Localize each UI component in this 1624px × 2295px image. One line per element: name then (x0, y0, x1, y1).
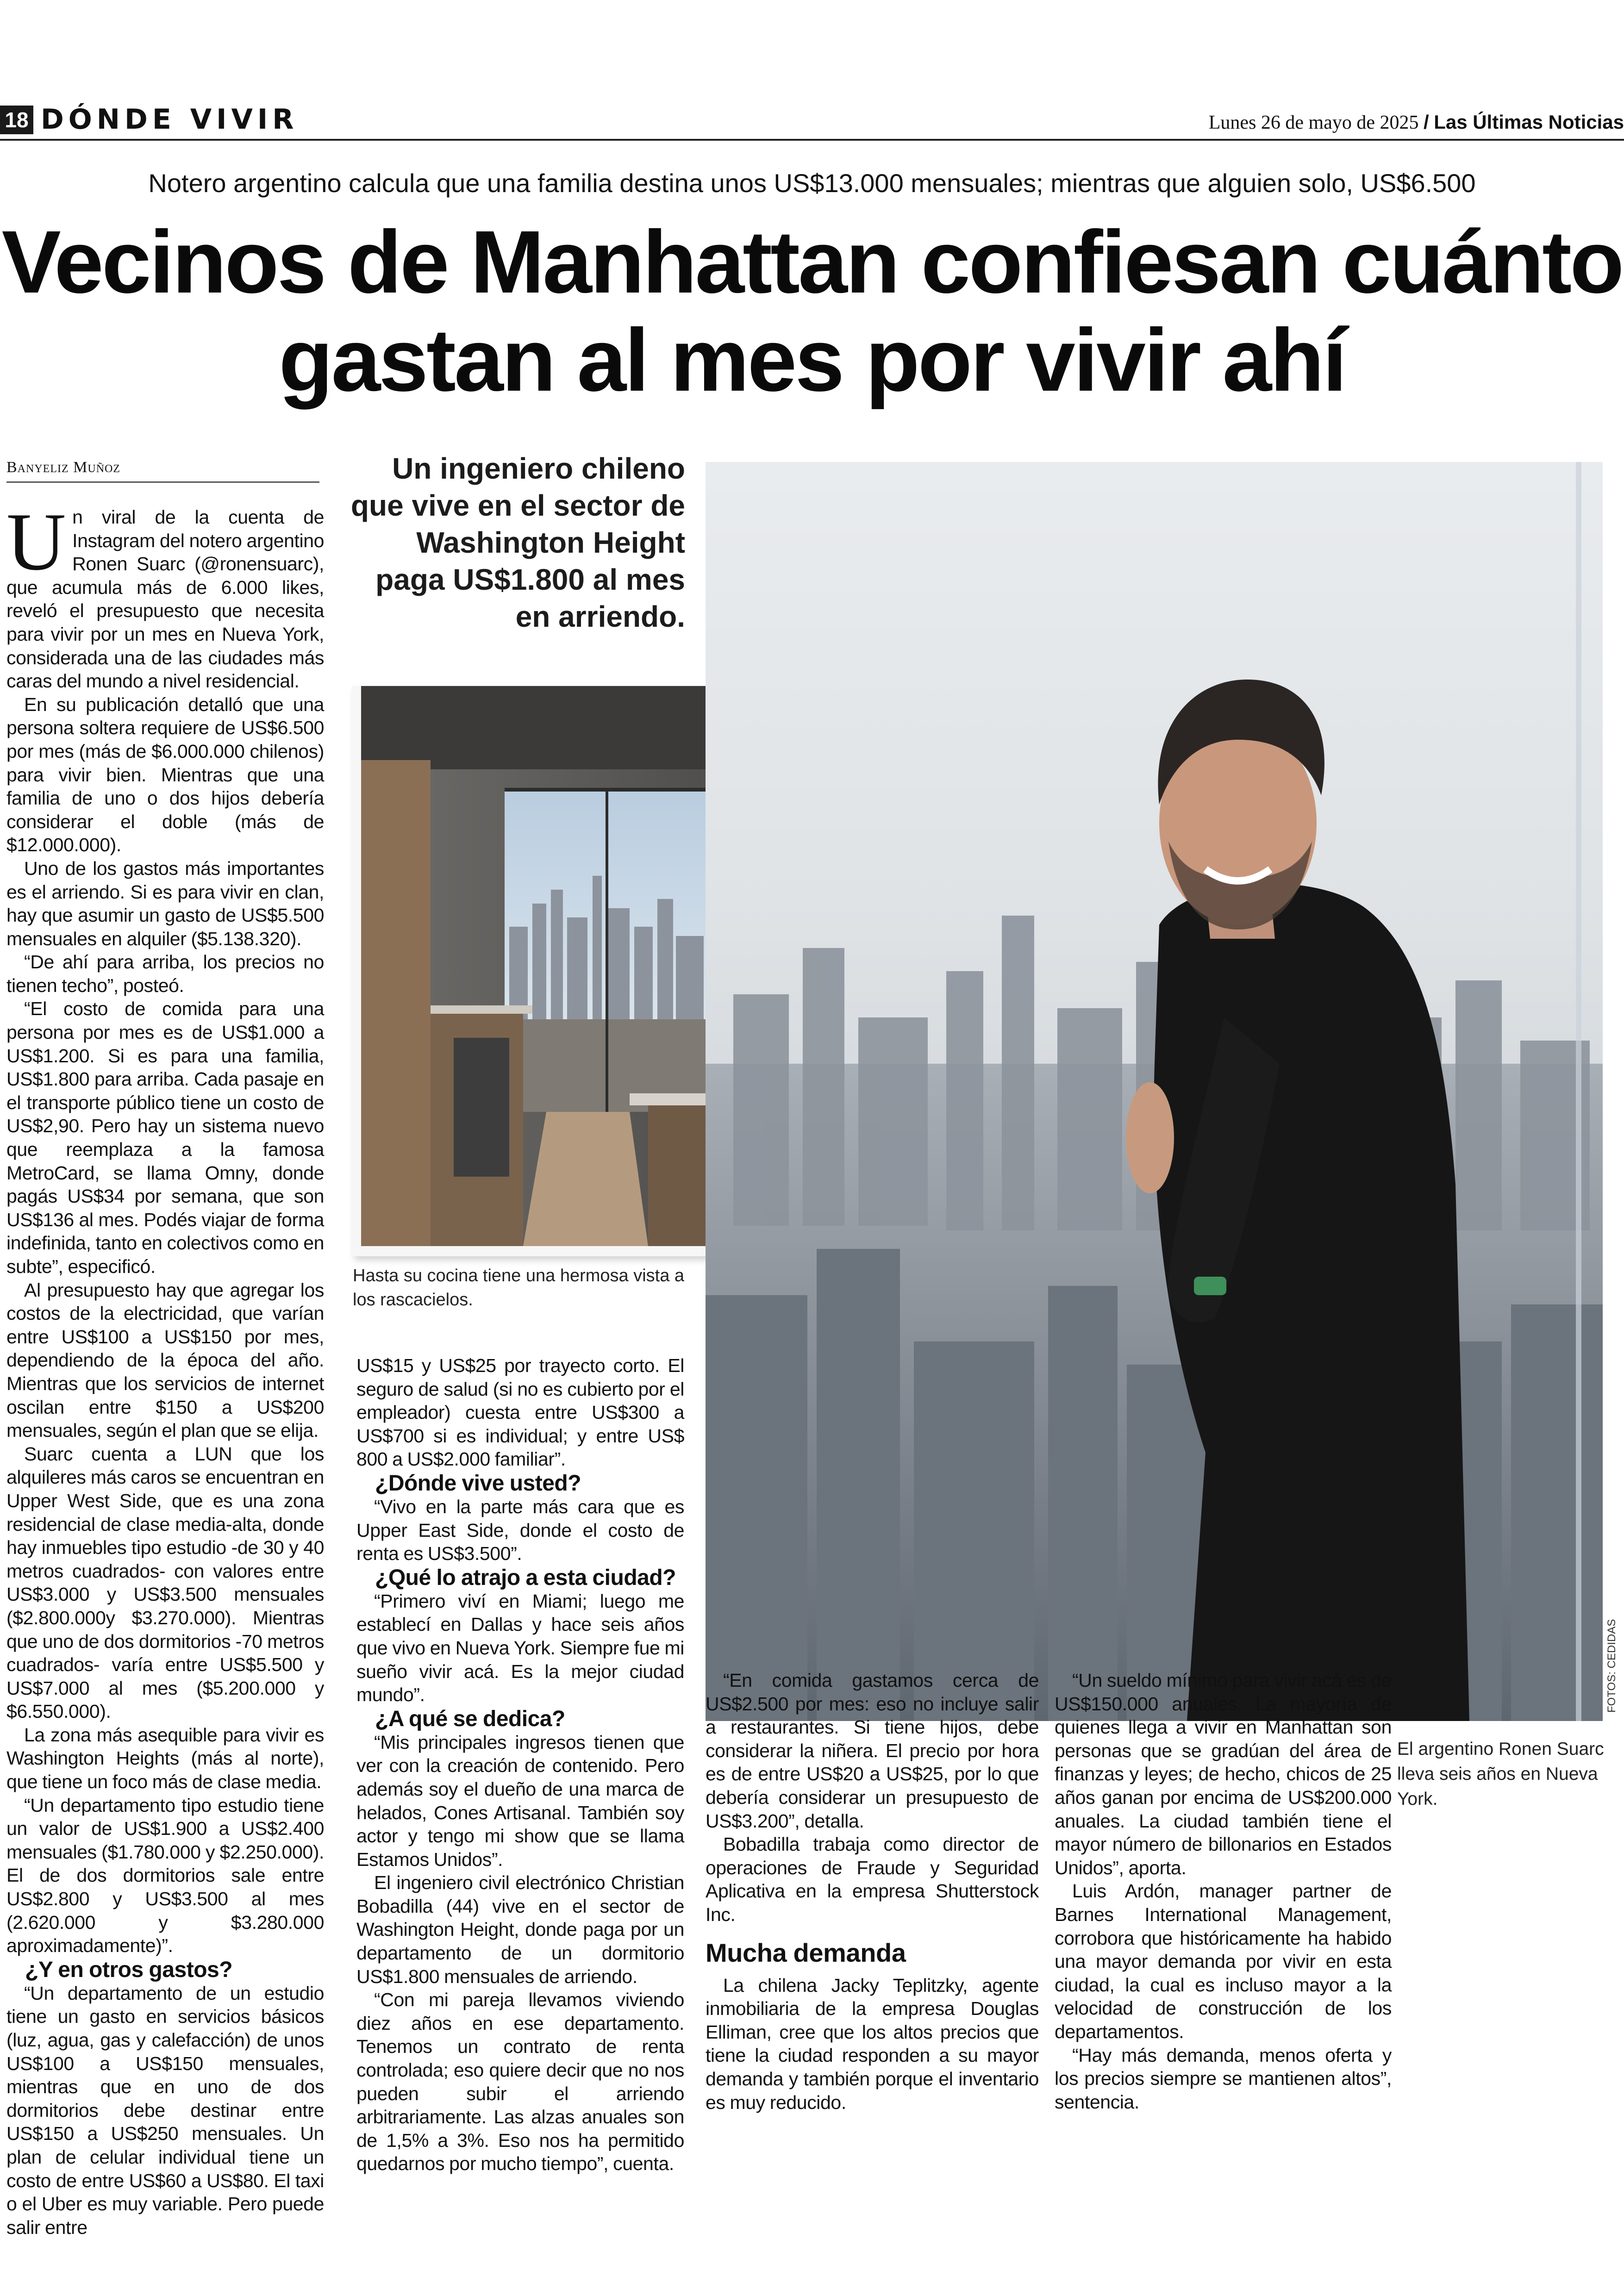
paragraph: “Vivo en la parte más cara que es Upper East Side, donde el costo de renta es US$3.500”. (356, 1496, 684, 1565)
paragraph: Suarc cuenta a LUN que los alquileres más caros se encuentran en Upper West Side, que es una zona residencial de clase media-alta, donde hay inmuebles tipo estudio -de 30 y 40 metros cuadrados- con valores entre US$3.000 y US$3.500 mensuales ($2.800.000y $3.270.000). Mientras que uno de dos dormitorios -70 metros cuadrados- varía entre US$5.500 y US$7.000 al mes ($5.200.000 y $6.550.000). (6, 1443, 324, 1722)
paragraph: “Un sueldo mínimo para vivir acá es de US$150.000 anuales. La mayoría de quienes llega a vivir en Manhattan son personas que se gradúan del área de finanzas y leyes; de hecho, chicos de 25 años ganan por encima de US$200.000 anuales. La ciudad también tiene el mayor número de billonarios en Estados Unidos”, aporta. (1055, 1670, 1392, 1878)
drop-cap: U (6, 496, 66, 587)
paragraph: Al presupuesto hay que agregar los costos de la electricidad, que varían entre US$100 a US$150 por mes, dependiendo de la época del año. Mientras que los servicios de internet oscilan entre $150 a US$200 mensuales, según el plan que se elija. (6, 1279, 324, 1441)
paragraph: “Con mi pareja llevamos viviendo diez años en ese departamento. Tenemos un contrato de renta controlada; eso quiere decir que no nos pueden subir el arriendo arbitrariamente. Las alzas anuales son de 1,5% a 3%. Eso nos ha permitido quedarnos por mucho tiempo”, cuenta. (356, 1989, 684, 2175)
paragraph: Uno de los gastos más importantes es el arriendo. Si es para vivir en clan, hay que asumir un gasto de US$5.500 mensuales en alquiler ($5.138.320). (6, 857, 324, 949)
paragraph: “Hay más demanda, menos oferta y los precios siempre se mantienen altos”, sentencia. (1055, 2044, 1392, 2113)
pull-quote: Un ingeniero chileno que vive en el sector de Washington Height paga US$1.800 al mes en arriendo. (350, 452, 685, 633)
headline-line-2: gastan al mes por vivir ahí (279, 310, 1345, 410)
section-heading: ¿A qué se dedica? (375, 1706, 565, 1731)
paragraph: “Mis principales ingresos tienen que ver con la creación de contenido. Pero además soy el dueño de una marca de helados, Cones Artisanal. También soy actor y tengo mi show que se llama Estamos Unidos”. (356, 1731, 684, 1870)
subheadline: Notero argentino calcula que una familia destina unos US$13.000 mensuales; mientras que alguien solo, US$6.500 (148, 168, 1476, 198)
paragraph: Luis Ardón, manager partner de Barnes International Management, corrobora que históricamente ha habido una mayor demanda por vivir en esta ciudad, la cual es incluso mayor a la velocidad de construcción de los departamentos. (1055, 1880, 1392, 2042)
paragraph: En su publicación detalló que una persona soltera requiere de US$6.500 por mes (más de $6.000.000 chilenos) para vivir bien. Mientras que una familia de uno o dos hijos debería considerar el doble (más de $12.000.000). (6, 693, 324, 856)
paragraph: “Un departamento tipo estudio tiene un valor de US$1.900 a US$2.400 mensuales ($1.780.000 y $2.250.000). El de dos dormitorios sale entre US$2.800 y US$3.500 al mes (2.620.000 y $3.280.000 aproximadamente)”. (6, 1794, 324, 1957)
section-title: DÓNDE VIVIR (41, 103, 299, 136)
article-column-3 (706, 1669, 1039, 2114)
dateline-separator: / (1424, 111, 1429, 133)
issue-date: Lunes 26 de mayo de 2025 (1208, 112, 1419, 133)
article-column-1 (6, 496, 324, 2239)
paragraph: “Primero viví en Miami; luego me establecí en Dallas y hace seis años que vivo en Nueva York. Siempre fue mi sueño vivir acá. Es la mejor ciudad mundo”. (356, 1590, 684, 1706)
headline-line-1: Vecinos de Manhattan confiesan cuánto (1, 212, 1623, 312)
header-dateline (1209, 110, 1624, 135)
paragraph: El ingeniero civil electrónico Christian Bobadilla (44) vive en el sector de Washington Height, donde paga por un departamento de un dormitorio US$1.800 mensuales de arriendo. (356, 1872, 684, 1987)
article-column-2 (356, 1354, 684, 2176)
paragraph: “En comida gastamos cerca de US$2.500 por mes: eso no incluye salir a restaurantes. Si tiene hijos, debe considerar la niñera. El precio por hora es de entre US$20 a US$25, por lo que debería considerar un presupuesto de US$3.200”, detalla. (706, 1670, 1039, 1832)
paragraph: “Un departamento de un estudio tiene un gasto en servicios básicos (luz, agua, gas y calefacción) de unos US$100 a US$150 mensuales, mientras que en uno de dos dormitorios debe destinar entre US$150 a US$250 mensuales. Un plan de celular individual tiene un costo de entre US$60 a US$80. El taxi o el Uber es muy variable. Pero puede salir entre (6, 1982, 324, 2238)
paragraph: Bobadilla trabaja como director de operaciones de Fraude y Seguridad Aplicativa en la empresa Shutterstock Inc. (706, 1834, 1039, 1925)
section-heading: ¿Dónde vive usted? (375, 1471, 581, 1496)
headline (0, 213, 1624, 409)
main-photo-caption: El argentino Ronen Suarc lleva seis años en Nueva York. (1397, 1739, 1604, 1809)
paragraph: “De ahí para arriba, los precios no tienen techo”, posteó. (6, 951, 324, 996)
paragraph: US$15 y US$25 por trayecto corto. El seguro de salud (si no es cubierto por el empleador) cuesta entre US$300 a US$700 si es individual; y entre US$ 800 a US$2.000 familiar”. (356, 1355, 684, 1470)
kitchen-photo-caption: Hasta su cocina tiene una hermosa vista a los rascacielos. (353, 1266, 685, 1310)
paragraph: “El costo de comida para una persona por mes es de US$1.000 a US$1.200. Si es para una familia, US$1.800 para arriba. Cada pasaje en el transporte público tiene un costo de US$2,90. Pero hay un sistema nuevo que reemplaza a la famosa MetroCard, se llama Omny, donde pagás US$34 por semana, que son US$136 al mes. Podés viajar de forma indefinida, tanto en colectivos como en subte”, especificó. (6, 998, 324, 1277)
section-heading: ¿Qué lo atrajo a esta ciudad? (375, 1565, 676, 1590)
main-photo (706, 462, 1603, 1721)
paragraph: Un viral de la cuenta de Instagram del notero argentino Ronen Suarc (@ronensuarc), que acumula más de 6.000 likes, reveló el presupuesto que necesita para vivir por un mes en Nueva York, considerada una de las ciudades más caras del mundo a nivel residencial. (6, 496, 324, 692)
page-number: 18 (0, 106, 33, 134)
section-heading: ¿Y en otros gastos? (25, 1957, 233, 1982)
section-heading: Mucha demanda (706, 1938, 906, 1967)
article-column-4 (1055, 1669, 1392, 2114)
header-rule (0, 139, 1624, 141)
publication-name: Las Últimas Noticias (1434, 111, 1624, 133)
byline: Banyeliz Muñoz (6, 457, 319, 483)
paragraph: La zona más asequible para vivir es Washington Heights (más al norte), que tiene un foco más de clase media. (6, 1724, 324, 1793)
photo-credit: FOTOS: CEDIDAS (1605, 1619, 1618, 1713)
paragraph: La chilena Jacky Teplitzky, agente inmobiliaria de la empresa Douglas Elliman, cree que los altos precios que tiene la ciudad responden a su mayor demanda y también porque el inventario es muy reducido. (706, 1974, 1039, 2113)
